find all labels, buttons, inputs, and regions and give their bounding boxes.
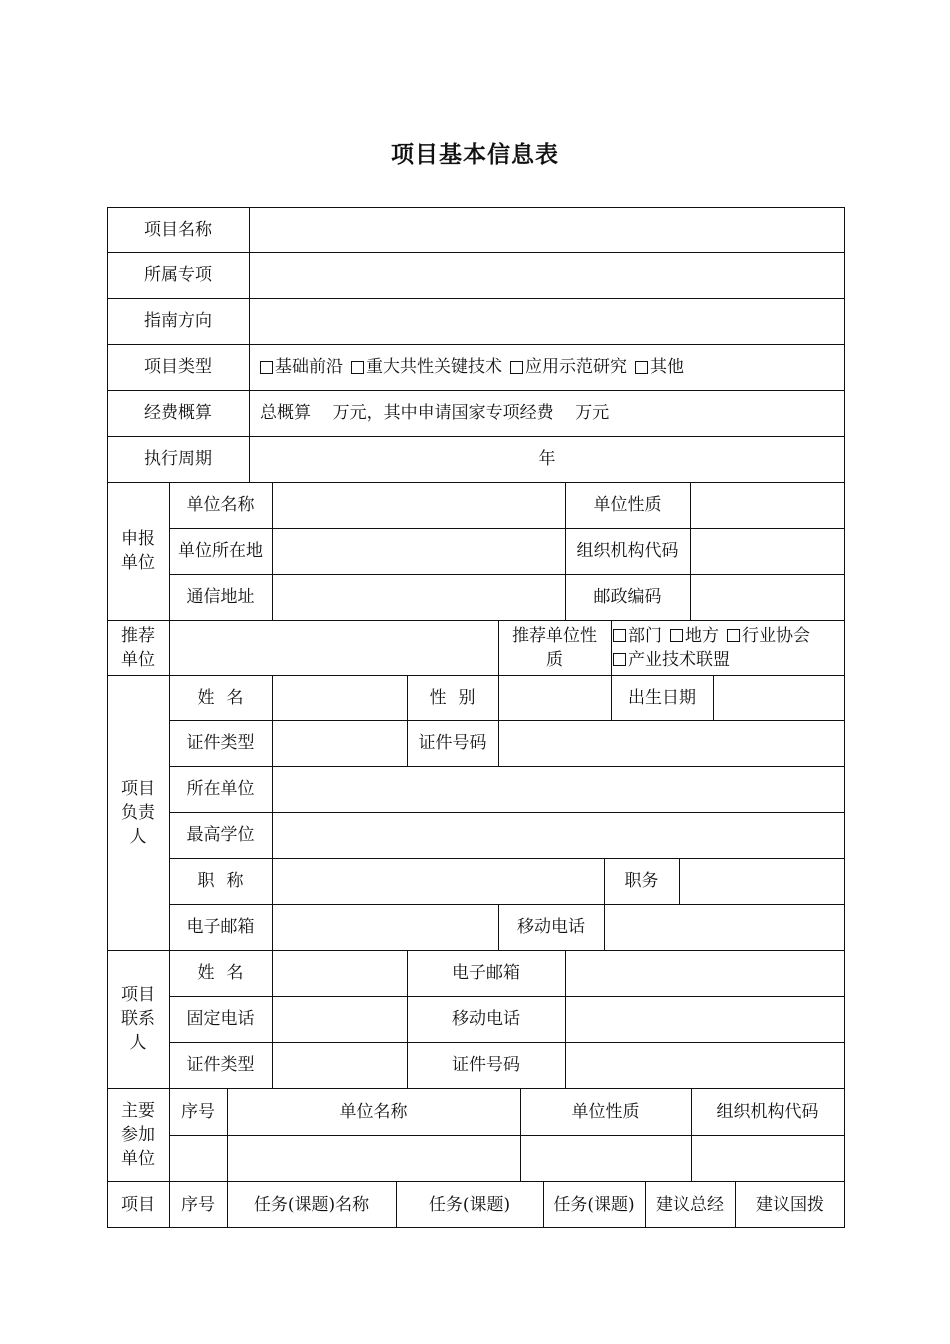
leader-email-field[interactable]: [273, 904, 498, 950]
header-participant-index: 序号: [181, 1101, 215, 1122]
label-address: 通信地址: [186, 587, 255, 607]
label-unit-name: 单位名称: [186, 495, 255, 515]
address-field[interactable]: [273, 574, 565, 620]
label-leader-email: 电子邮箱: [186, 917, 255, 937]
option-key-technology[interactable]: 重大共性关键技术: [351, 355, 502, 379]
header-task-col4: 任务(课题): [553, 1194, 635, 1215]
option-tech-alliance[interactable]: 产业技术联盟: [613, 648, 730, 672]
option-basic-frontier[interactable]: 基础前沿: [260, 355, 343, 379]
participant-unit-name-cell[interactable]: [228, 1135, 520, 1181]
unit-name-field[interactable]: [273, 482, 565, 528]
label-leader-unit: 所在单位: [186, 779, 255, 799]
group-applicant: 申报单位: [121, 529, 155, 573]
budget-field[interactable]: 总概算 万元，其中申请国家专项经费 万元: [260, 403, 610, 423]
project-type-options: [260, 344, 844, 390]
checkbox-icon[interactable]: [613, 653, 626, 666]
group-tasks: 项目: [121, 1194, 155, 1215]
checkbox-icon[interactable]: [727, 629, 740, 642]
label-contact-mobile: 移动电话: [452, 1009, 520, 1029]
leader-mobile-field[interactable]: [605, 904, 844, 950]
label-contact-phone: 固定电话: [186, 1009, 255, 1029]
label-guide-direction: 指南方向: [144, 311, 212, 331]
label-project-type: 项目类型: [144, 357, 212, 377]
header-task-national-funding: 建议国拨: [756, 1194, 824, 1215]
participant-index-cell[interactable]: [170, 1135, 227, 1181]
group-participants: 主要参加单位: [121, 1100, 155, 1169]
leader-name-field[interactable]: [273, 675, 407, 720]
checkbox-icon[interactable]: [510, 361, 523, 374]
leader-gender-field[interactable]: [499, 675, 611, 720]
header-task-col3: 任务(课题): [428, 1194, 511, 1215]
group-recommender: 推荐单位: [121, 625, 155, 670]
label-leader-name: 姓名: [197, 687, 256, 708]
leader-title-field[interactable]: [273, 858, 604, 904]
label-leader-mobile: 移动电话: [517, 917, 585, 937]
header-participant-org-code: 组织机构代码: [716, 1101, 819, 1122]
recommender-field[interactable]: [170, 620, 498, 675]
label-leader-title: 职称: [197, 871, 256, 891]
label-postcode: 邮政编码: [593, 587, 662, 607]
group-contact: 项目联系人: [121, 985, 155, 1053]
label-leader-duty: 职务: [624, 871, 659, 891]
header-task-index: 序号: [181, 1194, 215, 1215]
column-divider: [611, 620, 612, 675]
period-field[interactable]: 年: [538, 449, 556, 469]
leader-degree-field[interactable]: [273, 812, 844, 858]
form-title: 项目基本信息表: [391, 142, 559, 168]
checkbox-icon[interactable]: [351, 361, 364, 374]
option-department[interactable]: 部门: [613, 624, 662, 648]
participant-org-code-cell[interactable]: [692, 1135, 844, 1181]
label-special-project: 所属专项: [144, 265, 212, 285]
checkbox-icon[interactable]: [670, 629, 683, 642]
label-leader-id-number: 证件号码: [418, 733, 487, 753]
label-leader-birth: 出生日期: [628, 687, 696, 708]
option-application-demo[interactable]: 应用示范研究: [510, 355, 627, 379]
contact-id-type-field[interactable]: [273, 1042, 407, 1088]
group-leader: 项目负责人: [121, 778, 155, 847]
guide-direction-field[interactable]: [250, 298, 844, 344]
leader-id-type-field[interactable]: [273, 720, 407, 766]
leader-birth-field[interactable]: [714, 675, 844, 720]
option-local[interactable]: 地方: [670, 624, 719, 648]
label-leader-gender: 性别: [429, 687, 488, 708]
label-unit-nature: 单位性质: [593, 495, 662, 515]
label-period: 执行周期: [144, 449, 212, 469]
checkbox-icon[interactable]: [260, 361, 273, 374]
label-contact-name: 姓名: [197, 963, 256, 983]
leader-duty-field[interactable]: [680, 858, 844, 904]
participant-unit-nature-cell[interactable]: [521, 1135, 691, 1181]
header-task-name: 任务(课题)名称: [253, 1194, 370, 1215]
label-org-code: 组织机构代码: [576, 541, 679, 561]
project-name-field[interactable]: [250, 207, 844, 252]
checkbox-icon[interactable]: [635, 361, 648, 374]
label-leader-degree: 最高学位: [186, 825, 255, 845]
contact-phone-field[interactable]: [273, 996, 407, 1042]
header-participant-unit-nature: 单位性质: [571, 1101, 640, 1122]
header-task-total-budget: 建议总经: [656, 1194, 724, 1215]
checkbox-icon[interactable]: [613, 629, 626, 642]
postcode-field[interactable]: [691, 574, 844, 620]
recommender-nature-options: [613, 620, 845, 675]
label-contact-id-number: 证件号码: [452, 1055, 520, 1075]
leader-id-number-field[interactable]: [499, 720, 844, 766]
contact-name-field[interactable]: [273, 950, 407, 996]
special-project-field[interactable]: [250, 252, 844, 298]
label-budget: 经费概算: [144, 403, 212, 423]
label-contact-id-type: 证件类型: [186, 1055, 255, 1075]
contact-mobile-field[interactable]: [566, 996, 844, 1042]
label-leader-id-type: 证件类型: [186, 733, 255, 753]
option-industry-association[interactable]: 行业协会: [727, 624, 810, 648]
option-other[interactable]: 其他: [635, 355, 684, 379]
label-unit-location: 单位所在地: [178, 541, 263, 561]
label-recommender-nature: 推荐单位性质: [512, 625, 597, 670]
label-project-name: 项目名称: [144, 219, 212, 240]
label-contact-email: 电子邮箱: [452, 963, 520, 983]
header-participant-unit-name: 单位名称: [339, 1101, 408, 1122]
contact-email-field[interactable]: [566, 950, 844, 996]
leader-unit-field[interactable]: [273, 766, 844, 812]
unit-location-field[interactable]: [273, 528, 565, 574]
org-code-field[interactable]: [691, 528, 844, 574]
contact-id-number-field[interactable]: [566, 1042, 844, 1088]
unit-nature-field[interactable]: [691, 482, 844, 528]
